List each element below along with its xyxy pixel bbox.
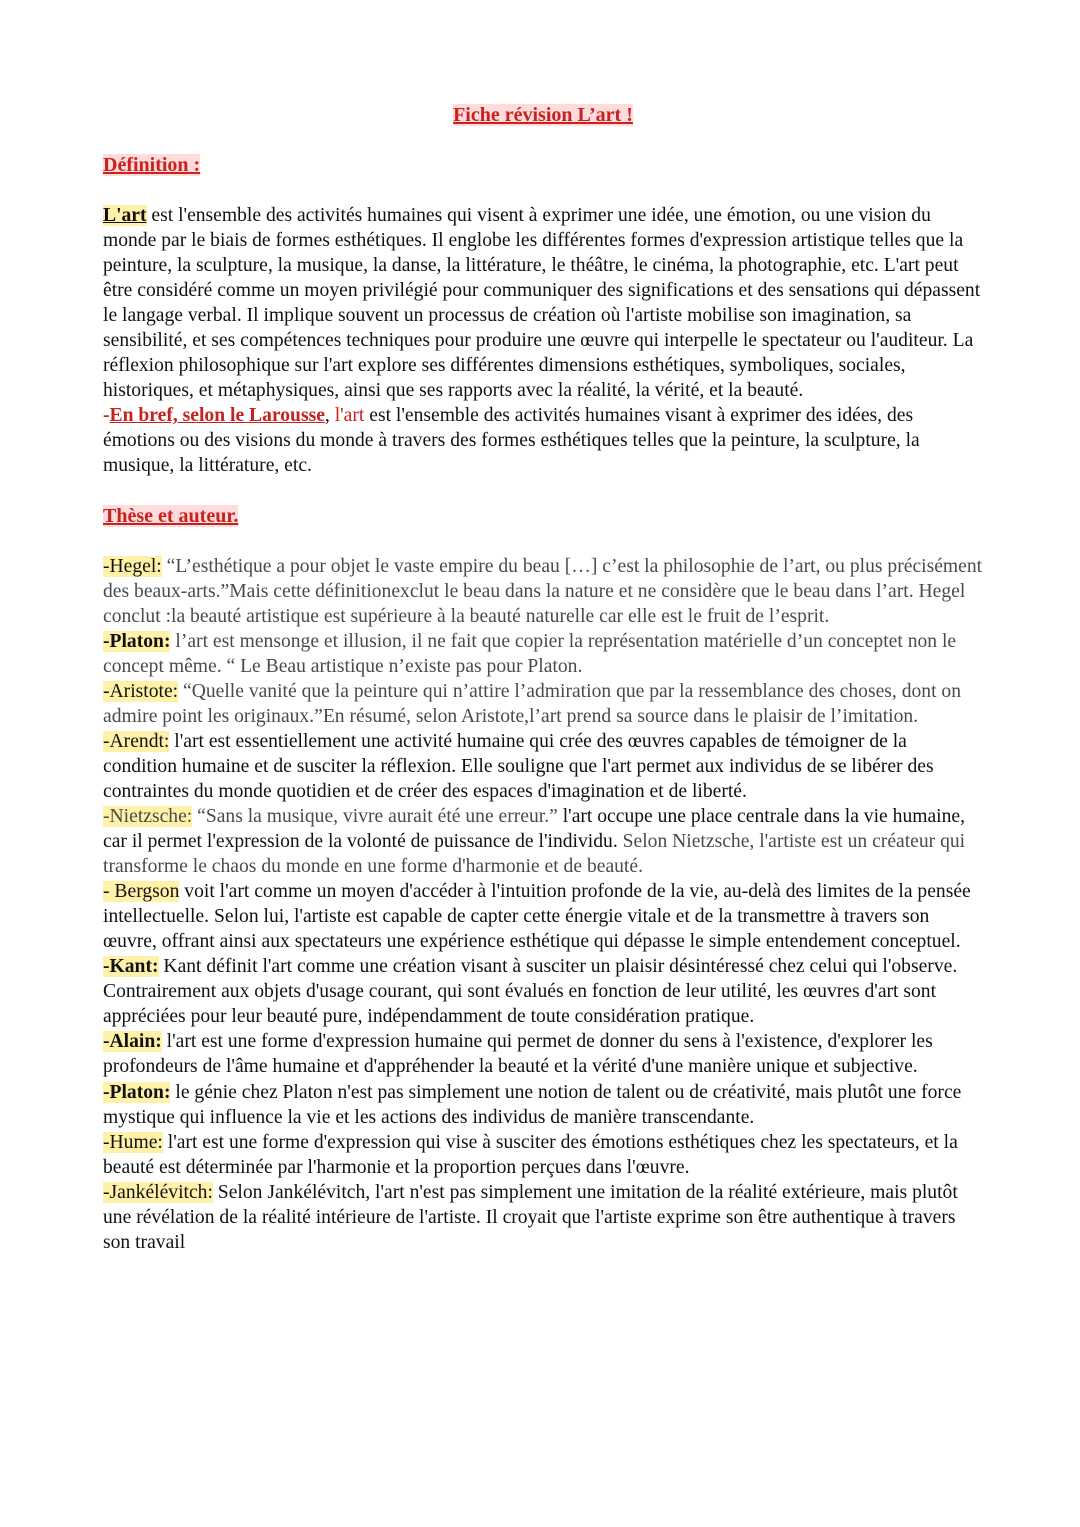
author-label: -Arendt: bbox=[103, 730, 170, 752]
thesis-jankelevitch: -Jankélévitch: Selon Jankélévitch, l'art n'est pas simplement une imitation de la réalité extérieure, mais plutôt une révélation de la réalité intérieure de l'artiste. Il croyait que l'artiste exprime son être authentique à travers son travail bbox=[103, 1181, 958, 1253]
thesis-platon-genie: -Platon: le génie chez Platon n'est pas simplement une notion de talent ou de créativité, mais plutôt une force mystique qui influence la vie et les actions des individus de manière transcendante. bbox=[103, 1081, 962, 1128]
author-label: -Aristote: bbox=[103, 680, 179, 702]
author-label: - Bergson bbox=[103, 881, 180, 903]
page-title: Fiche révision L’art ! bbox=[453, 104, 633, 126]
larousse-summary: -En bref, selon le Larousse, l'art est l'ensemble des activités humaines visant à exprimer des idées, des émotions ou des visions du monde à travers des formes esthétiques telles que la peinture, la sculpture, la musique, la littérature, etc. bbox=[103, 405, 920, 477]
author-label: -Platon: bbox=[103, 630, 171, 652]
definition-paragraph: L'art est l'ensemble des activités humaines qui visent à exprimer une idée, une émotion, ou une vision du monde par le biais de formes esthétiques. Il englobe les différentes formes d'expression artistique telles que la peinture, la sculpture, la musique, la danse, la littérature, le théâtre, le cinéma, la photographie, etc. L'art peut être considéré comme un moyen privilégié pour communiquer des significations et des sensations qui dépassent le langage verbal. Il implique souvent un processus de création où l'artiste mobilise son imagination, sa sensibilité, et ses compétences techniques pour produire une œuvre qui interpelle le spectateur ou l'auditeur. La réflexion philosophique sur l'art explore ses différentes dimensions esthétiques, symboliques, sociales, historiques, et métaphysiques, ainsi que ses rapports avec la réalité, la vérité, et la beauté. bbox=[103, 205, 981, 402]
author-label: -Platon: bbox=[103, 1081, 171, 1103]
thesis-platon: -Platon: l’art est mensonge et illusion, il ne fait que copier la représentation matérielle d’un conceptet non le concept même. “ Le Beau artistique n’existe pas pour Platon. bbox=[103, 630, 957, 677]
author-label: -Hegel: bbox=[103, 555, 162, 577]
thesis-arendt: -Arendt: l'art est essentiellement une activité humaine qui crée des œuvres capables de témoigner de la condition humaine et de susciter la réflexion. Elle souligne que l'art permet aux individus de se libérer des contraintes du monde quotidien et de créer des espaces d'imagination et de liberté. bbox=[103, 730, 934, 802]
definition-heading: Définition : bbox=[103, 154, 201, 176]
thesis-nietzsche: -Nietzsche: “Sans la musique, vivre aurait été une erreur.” l'art occupe une place centrale dans la vie humaine, car il permet l'expression de la volonté de puissance de l'individu. Selon Nietzsche, l'artiste est un créateur qui transforme le chaos du monde en une forme d'harmonie et de beauté. bbox=[103, 805, 966, 878]
thesis-bergson: - Bergson voit l'art comme un moyen d'accéder à l'intuition profonde de la vie, au-delà des limites de la pensée intellectuelle. Selon lui, l'artiste est capable de capter cette énergie vitale et de la transmettre à travers son œuvre, offrant ainsi aux spectateurs une expérience esthétique qui dépasse le simple entendement conceptuel. bbox=[103, 881, 971, 953]
larousse-lead: En bref, selon le Larousse bbox=[109, 405, 325, 427]
author-label: -Alain: bbox=[103, 1031, 162, 1053]
author-label: -Nietzsche: bbox=[103, 805, 193, 827]
author-label: -Kant: bbox=[103, 956, 159, 978]
thesis-kant: -Kant: Kant définit l'art comme une création visant à susciter un plaisir désintéressé chez celui qui l'observe. Contrairement aux objets d'usage courant, qui sont évalués en fonction de leur utilité, les œuvres d'art sont appréciées pour leur beauté pure, indépendamment de toute considération pratique. bbox=[103, 956, 958, 1028]
larousse-term: l'art bbox=[334, 405, 365, 427]
definition-term: L'art bbox=[103, 205, 147, 226]
author-label: -Jankélévitch: bbox=[103, 1181, 213, 1203]
thesis-alain: -Alain: l'art est une forme d'expression humaine qui permet de donner du sens à l'existence, d'explorer les profondeurs de l'âme humaine et d'appréhender la beauté et la vérité d'une manière unique et subjective. bbox=[103, 1031, 933, 1078]
document-page bbox=[103, 103, 983, 1255]
theses-heading: Thèse et auteur. bbox=[103, 504, 239, 527]
thesis-hume: -Hume: l'art est une forme d'expression qui vise à susciter des émotions esthétiques chez les spectateurs, et la beauté est déterminée par l'harmonie et la proportion perçues dans l'œuvre. bbox=[103, 1131, 958, 1178]
thesis-hegel: -Hegel: “L’esthétique a pour objet le vaste empire du beau […] c’est la philosophie de l’art, ou plus précisément des beaux-arts.”Mais cette définitionexclut le beau dans la nature et ne considère que le beau dans l’art. Hegel conclut :la beauté artistique est supérieure à la beauté naturelle car elle est le fruit de l’esprit. bbox=[103, 555, 983, 627]
thesis-aristote: -Aristote: “Quelle vanité que la peinture qui n’attire l’admiration que par la ressemblance des choses, dont on admire point les originaux.”En résumé, selon Aristote,l’art prend sa source dans le plaisir de l’imitation. bbox=[103, 680, 962, 727]
author-label: -Hume: bbox=[103, 1131, 163, 1153]
